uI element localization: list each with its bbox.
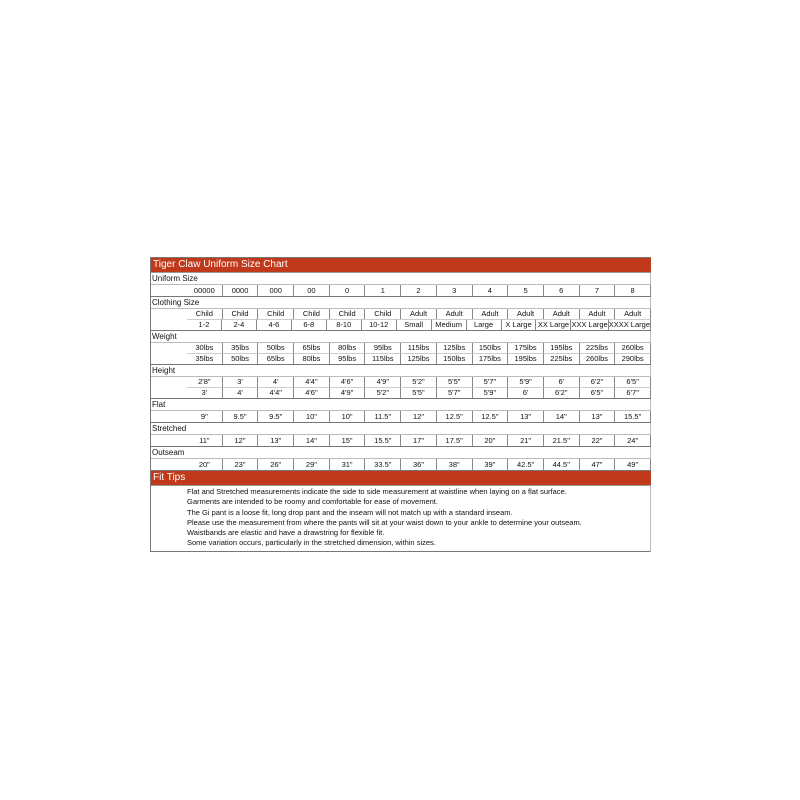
spacer-cell bbox=[151, 319, 187, 329]
table-cell: 12" bbox=[401, 411, 437, 422]
table-cell: 115lbs bbox=[401, 343, 437, 353]
table-cell: 225lbs bbox=[580, 343, 616, 353]
table-cell: 115lbs bbox=[365, 353, 401, 364]
table-cell: Child bbox=[365, 309, 401, 319]
table-cell: 80lbs bbox=[330, 343, 366, 353]
table-cell: 6'2" bbox=[580, 377, 616, 387]
section-label: Outseam bbox=[151, 447, 651, 459]
table-cell: 38" bbox=[437, 459, 473, 470]
table-cell: 290lbs bbox=[615, 353, 651, 364]
table-cell: 5'5" bbox=[437, 377, 473, 387]
table-cell: 260lbs bbox=[615, 343, 651, 353]
table-cell: 65lbs bbox=[294, 343, 330, 353]
table-cell: 26" bbox=[258, 459, 294, 470]
table-cell: Small bbox=[397, 319, 432, 330]
fit-tip: Please use the measurement from where the pants will sit at your waist down to your ankle to determine your outseam. bbox=[187, 517, 582, 527]
table-cell: 23" bbox=[223, 459, 259, 470]
table-cell: 4'6" bbox=[330, 377, 366, 387]
table-cell: 50lbs bbox=[258, 343, 294, 353]
fit-tips-list bbox=[151, 486, 651, 552]
table-cell: 6'7" bbox=[615, 387, 651, 398]
table-cell: 11.5" bbox=[365, 411, 401, 422]
table-cell: 30lbs bbox=[187, 343, 223, 353]
table-cell: Adult bbox=[437, 309, 473, 319]
table-cell: 95lbs bbox=[365, 343, 401, 353]
table-cell: 12" bbox=[223, 435, 259, 446]
table-cell: Adult bbox=[580, 309, 616, 319]
table-cell: 9.5" bbox=[258, 411, 294, 422]
table-cell: 10" bbox=[330, 411, 366, 422]
table-cell: 8-10 bbox=[327, 319, 362, 330]
section-stretched bbox=[151, 423, 651, 447]
section-outseam bbox=[151, 447, 651, 471]
table-cell: 4' bbox=[223, 387, 259, 398]
table-cell: 4'6" bbox=[294, 387, 330, 398]
table-cell: 2'8" bbox=[187, 377, 223, 387]
fit-tip: Flat and Stretched measurements indicate the side to side measurement at waistline when laying on a flat surface. bbox=[187, 487, 567, 496]
size-table bbox=[151, 273, 651, 471]
table-cell: 6' bbox=[544, 377, 580, 387]
table-cell: 150lbs bbox=[473, 343, 509, 353]
table-cell: 6'2" bbox=[544, 387, 580, 398]
table-cell: Child bbox=[258, 309, 294, 319]
table-cell: 5'2" bbox=[401, 377, 437, 387]
table-cell: 14" bbox=[294, 435, 330, 446]
table-cell: 5'9" bbox=[508, 377, 544, 387]
table-cell: 6' bbox=[508, 387, 544, 398]
table-cell: 20" bbox=[187, 459, 223, 470]
spacer-cell bbox=[151, 353, 187, 363]
table-cell: 5'9" bbox=[473, 387, 509, 398]
table-cell: 6-8 bbox=[292, 319, 327, 330]
table-cell: 35lbs bbox=[223, 343, 259, 353]
table-cell: 6 bbox=[544, 285, 580, 296]
table-cell: 2 bbox=[401, 285, 437, 296]
table-cell: 195lbs bbox=[544, 343, 580, 353]
table-cell: 80lbs bbox=[294, 353, 330, 364]
table-cell: 20" bbox=[473, 435, 509, 446]
table-cell: Adult bbox=[473, 309, 509, 319]
table-cell: 7 bbox=[580, 285, 616, 296]
table-cell: 31" bbox=[330, 459, 366, 470]
table-cell: 13" bbox=[258, 435, 294, 446]
table-cell: 00000 bbox=[187, 285, 223, 296]
table-cell: 95lbs bbox=[330, 353, 366, 364]
table-cell: Child bbox=[187, 309, 223, 319]
table-cell: Medium bbox=[432, 319, 467, 330]
table-cell: 15" bbox=[330, 435, 366, 446]
table-cell: 175lbs bbox=[473, 353, 509, 364]
table-cell: 35lbs bbox=[187, 353, 223, 364]
section-weight bbox=[151, 331, 651, 365]
table-cell: 29" bbox=[294, 459, 330, 470]
spacer-cell bbox=[151, 387, 187, 397]
table-cell: 5'2" bbox=[365, 387, 401, 398]
table-cell: 5 bbox=[508, 285, 544, 296]
table-cell: 00 bbox=[294, 285, 330, 296]
spacer-cell bbox=[151, 309, 187, 319]
table-cell: 13" bbox=[580, 411, 616, 422]
table-cell: 9.5" bbox=[223, 411, 259, 422]
table-cell: 1-2 bbox=[187, 319, 222, 330]
section-flat bbox=[151, 399, 651, 423]
fit-tip: The Gi pant is a loose fit, long drop pant and the inseam will not match up with a standard inseam. bbox=[187, 507, 513, 517]
section-label: Stretched bbox=[151, 423, 651, 435]
spacer-cell bbox=[151, 435, 187, 446]
table-cell: 6'5" bbox=[615, 377, 651, 387]
table-cell: 12.5" bbox=[437, 411, 473, 422]
table-cell: 4-6 bbox=[257, 319, 292, 330]
table-cell: 5'5" bbox=[401, 387, 437, 398]
table-cell: 4'9" bbox=[365, 377, 401, 387]
table-cell: 15.5" bbox=[615, 411, 651, 422]
table-cell: 000 bbox=[258, 285, 294, 296]
table-cell: XX Large bbox=[536, 319, 571, 330]
table-cell: 195lbs bbox=[508, 353, 544, 364]
spacer-cell bbox=[151, 377, 187, 387]
table-cell: 8 bbox=[615, 285, 651, 296]
spacer-cell bbox=[151, 343, 187, 353]
table-cell: 10-12 bbox=[362, 319, 397, 330]
table-cell: 65lbs bbox=[258, 353, 294, 364]
table-cell: 3 bbox=[437, 285, 473, 296]
chart-title: Tiger Claw Uniform Size Chart bbox=[151, 257, 651, 273]
size-chart bbox=[150, 257, 651, 552]
table-cell: Child bbox=[223, 309, 259, 319]
table-cell: 24" bbox=[615, 435, 651, 446]
table-cell: 225lbs bbox=[544, 353, 580, 364]
table-cell: 5'7" bbox=[437, 387, 473, 398]
table-cell: 21.5" bbox=[544, 435, 580, 446]
table-cell: 11" bbox=[187, 435, 223, 446]
spacer-cell bbox=[151, 411, 187, 422]
table-cell: Child bbox=[294, 309, 330, 319]
table-cell: X Large bbox=[502, 319, 537, 330]
table-cell: 50lbs bbox=[223, 353, 259, 364]
table-cell: Adult bbox=[544, 309, 580, 319]
table-cell: 5'7" bbox=[473, 377, 509, 387]
table-cell: 15.5" bbox=[365, 435, 401, 446]
section-height bbox=[151, 365, 651, 399]
fit-tip: Some variation occurs, particularly in the stretched dimension, within sizes. bbox=[187, 538, 436, 548]
fit-tip: Waistbands are elastic and have a drawstring for flexible fit. bbox=[187, 528, 385, 538]
section-uniform bbox=[151, 273, 651, 297]
table-cell: 1 bbox=[365, 285, 401, 296]
table-cell: 10" bbox=[294, 411, 330, 422]
table-cell: 47" bbox=[580, 459, 616, 470]
table-cell: Adult bbox=[508, 309, 544, 319]
table-cell: 49" bbox=[615, 459, 651, 470]
table-cell: 14" bbox=[544, 411, 580, 422]
table-cell: 36" bbox=[401, 459, 437, 470]
table-cell: 44.5" bbox=[544, 459, 580, 470]
section-label: Flat bbox=[151, 399, 651, 411]
table-cell: 42.5" bbox=[508, 459, 544, 470]
table-cell: Adult bbox=[615, 309, 651, 319]
table-cell: 3' bbox=[223, 377, 259, 387]
table-cell: 17" bbox=[401, 435, 437, 446]
table-cell: 17.5" bbox=[437, 435, 473, 446]
table-cell: 0 bbox=[330, 285, 366, 296]
table-cell: 4' bbox=[258, 377, 294, 387]
section-label: Clothing Size bbox=[151, 297, 651, 309]
table-cell: 3' bbox=[187, 387, 223, 398]
table-cell: XXXX Large bbox=[608, 320, 650, 329]
table-cell: 13" bbox=[508, 411, 544, 422]
table-cell: 9" bbox=[187, 411, 223, 422]
spacer-cell bbox=[151, 459, 187, 470]
table-cell: 4'4" bbox=[294, 377, 330, 387]
table-cell: 125lbs bbox=[437, 343, 473, 353]
table-cell: 4'9" bbox=[330, 387, 366, 398]
table-cell: 22" bbox=[580, 435, 616, 446]
table-cell: XXX Large bbox=[571, 320, 608, 329]
table-cell: 150lbs bbox=[437, 353, 473, 364]
table-cell: 21" bbox=[508, 435, 544, 446]
fit-tips-title: Fit Tips bbox=[151, 471, 651, 486]
section-label: Height bbox=[151, 365, 651, 377]
table-cell: 125lbs bbox=[401, 353, 437, 364]
table-cell: Large bbox=[467, 319, 502, 330]
table-cell: 4'4" bbox=[258, 387, 294, 398]
table-cell: Adult bbox=[401, 309, 437, 319]
table-cell: 4 bbox=[473, 285, 509, 296]
table-cell: 175lbs bbox=[508, 343, 544, 353]
table-cell: Child bbox=[330, 309, 366, 319]
section-label: Uniform Size bbox=[151, 273, 651, 285]
table-cell: 0000 bbox=[223, 285, 259, 296]
spacer-cell bbox=[151, 285, 187, 296]
table-cell: 2-4 bbox=[222, 319, 257, 330]
fit-tip: Garments are intended to be roomy and comfortable for ease of movement. bbox=[187, 497, 438, 507]
section-label: Weight bbox=[151, 331, 651, 343]
table-cell: 260lbs bbox=[580, 353, 616, 364]
table-cell: 33.5" bbox=[365, 459, 401, 470]
table-cell: 12.5" bbox=[473, 411, 509, 422]
table-cell: 39" bbox=[473, 459, 509, 470]
table-cell: 6'5" bbox=[580, 387, 616, 398]
section-clothing bbox=[151, 297, 651, 331]
